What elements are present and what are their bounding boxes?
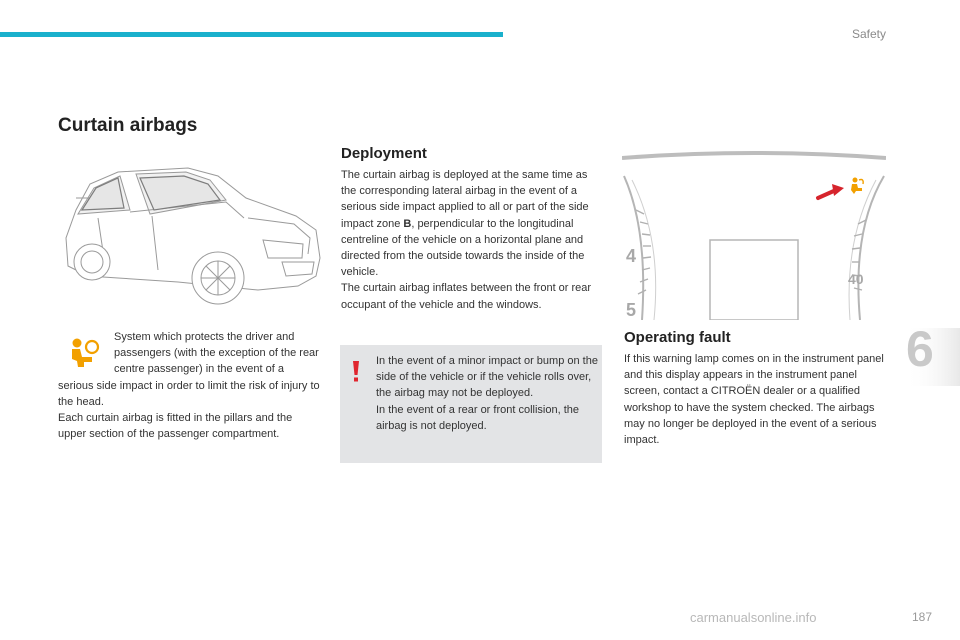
operating-fault-text: If this warning lamp comes on in the instrument panel and this display appears in the instrument panel screen, contact a CITROËN dealer or a qualified workshop to have the system checked. The airbags may no longer be deployed in the event of a serious impact. <box>624 353 884 447</box>
warning-line-2: In the event of a rear or front collision, the airbag is not deployed. <box>376 403 580 432</box>
accent-bar <box>0 32 503 37</box>
deployment-heading: Deployment <box>341 145 427 162</box>
deployment-text-part1: The curtain airbag is deployed at the same time as the corresponding lateral airbag in the event of a serious side impact applied to all or part of the side impact zone <box>341 169 589 230</box>
warning-text <box>376 353 598 434</box>
intro-text <box>58 329 320 442</box>
operating-fault-heading: Operating fault <box>624 329 731 346</box>
deployment-text-inflate: The curtain airbag inflates between the front or rear occupant of the vehicle and the windows. <box>341 282 592 311</box>
instrument-panel-illustration <box>622 150 886 320</box>
deployment-text-part2: , perpendicular to the longitudinal centreline of the vehicle on a horizontal plane and directed from the outside towards the inside of the vehicle. <box>341 217 585 279</box>
section-header: Safety <box>851 27 886 41</box>
deployment-text <box>341 167 603 313</box>
pillars-paragraph: Each curtain airbag is fitted in the pillars and the upper section of the passenger compartment. <box>58 412 293 441</box>
page-title: Curtain airbags <box>58 115 198 136</box>
footer-watermark: carmanualsonline.info <box>690 610 817 625</box>
zone-label: B <box>403 217 412 230</box>
exclamation-icon <box>351 361 361 383</box>
gauge-label-4: 4 <box>626 246 637 266</box>
gauge-label-5: 5 <box>626 300 637 320</box>
page-number: 187 <box>912 610 933 624</box>
chapter-number: 6 <box>906 321 934 377</box>
warning-line-1: In the event of a minor impact or bump on the side of the vehicle or if the vehicle rolls over, the airbag may not be deployed. <box>376 355 598 400</box>
gauge-label-40: 40 <box>848 271 864 287</box>
car-curtain-airbag-illustration <box>58 158 328 318</box>
intro-paragraph: System which protects the driver and passengers (with the exception of the rear centre passenger) in the event of a serious side impact in order to limit the risk of injury to the head. <box>58 331 320 408</box>
